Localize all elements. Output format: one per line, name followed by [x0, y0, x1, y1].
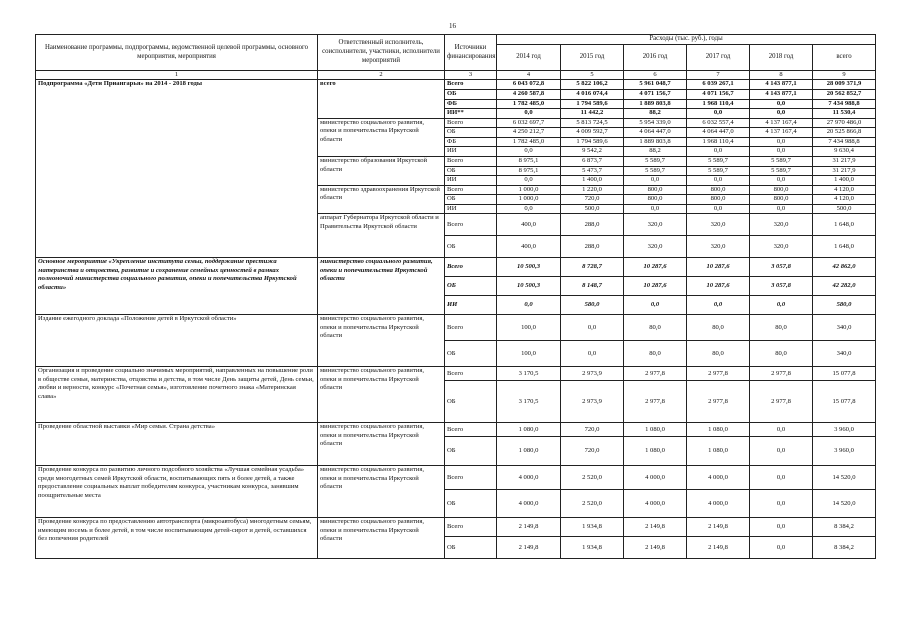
table-row — [36, 258, 876, 277]
year-value-cell: 400,0 — [497, 236, 561, 258]
funding-source-cell: ИИ** — [445, 109, 497, 119]
funding-source-cell: Всего — [445, 156, 497, 166]
year-value-cell: 0,0 — [750, 537, 813, 559]
column-index: 5 — [561, 71, 624, 80]
executor-cell: министерство социального развития, опеки и попечительства Иркутской области — [318, 315, 445, 367]
year-value-cell: 0,0 — [750, 204, 813, 214]
header-total: всего — [813, 45, 876, 71]
year-value-cell: 4 000,0 — [624, 466, 687, 490]
year-value-cell: 11 442,2 — [561, 109, 624, 119]
year-value-cell: 800,0 — [687, 195, 750, 205]
total-value-cell: 340,0 — [813, 341, 876, 367]
year-value-cell: 2 149,8 — [497, 537, 561, 559]
column-index: 2 — [318, 71, 445, 80]
column-index: 4 — [497, 71, 561, 80]
year-value-cell: 10 500,3 — [497, 258, 561, 277]
year-value-cell: 2 977,8 — [624, 367, 687, 381]
year-value-cell: 8 728,7 — [561, 258, 624, 277]
year-value-cell: 0,0 — [750, 518, 813, 537]
total-value-cell: 8 384,2 — [813, 537, 876, 559]
column-index: 8 — [750, 71, 813, 80]
year-value-cell: 6 873,7 — [561, 156, 624, 166]
year-value-cell: 80,0 — [687, 341, 750, 367]
table-row — [36, 367, 876, 381]
program-name-cell: Проведение областной выставки «Мир семьи. Страна детства» — [36, 423, 318, 466]
total-value-cell: 1 648,0 — [813, 214, 876, 236]
funding-source-cell: Всего — [445, 80, 497, 90]
funding-source-cell: Всего — [445, 518, 497, 537]
budget-table — [35, 34, 876, 559]
year-value-cell: 4 009 592,7 — [561, 128, 624, 138]
year-value-cell: 800,0 — [750, 195, 813, 205]
year-value-cell: 1 080,0 — [497, 423, 561, 437]
column-index: 6 — [624, 71, 687, 80]
year-value-cell: 4 250 212,7 — [497, 128, 561, 138]
year-value-cell: 88,2 — [624, 147, 687, 157]
total-value-cell: 3 960,0 — [813, 437, 876, 466]
year-value-cell: 800,0 — [750, 185, 813, 195]
year-value-cell: 5 589,7 — [750, 166, 813, 176]
year-value-cell: 1 968 110,4 — [687, 137, 750, 147]
year-value-cell: 0,0 — [750, 423, 813, 437]
year-value-cell: 0,0 — [750, 147, 813, 157]
funding-source-cell: ОБ — [445, 277, 497, 296]
total-value-cell: 7 434 988,8 — [813, 137, 876, 147]
year-value-cell: 10 287,6 — [624, 258, 687, 277]
table-row — [36, 466, 876, 490]
year-value-cell: 2 977,8 — [624, 381, 687, 423]
year-value-cell: 6 039 267,1 — [687, 80, 750, 90]
year-value-cell: 1 794 589,6 — [561, 99, 624, 109]
year-value-cell: 1 080,0 — [497, 437, 561, 466]
program-name-cell: Проведение конкурса по предоставлению автотранспорта (микроавтобуса) многодетным семьям, имеющим восемь и более детей, в том числе воспитывающим детей-сирот и детей, оставшихся без попечения родителей — [36, 518, 318, 559]
year-value-cell: 80,0 — [624, 315, 687, 341]
year-value-cell: 2 149,8 — [687, 518, 750, 537]
funding-source-cell: Всего — [445, 466, 497, 490]
funding-source-cell: ОБ — [445, 341, 497, 367]
year-value-cell: 10 287,6 — [624, 277, 687, 296]
year-value-cell: 88,2 — [624, 109, 687, 119]
funding-source-cell: Всего — [445, 315, 497, 341]
total-value-cell: 31 217,9 — [813, 156, 876, 166]
year-value-cell: 2 149,8 — [624, 518, 687, 537]
total-value-cell: 11 530,4 — [813, 109, 876, 119]
year-value-cell: 1 400,0 — [561, 176, 624, 186]
year-value-cell: 0,0 — [750, 109, 813, 119]
year-value-cell: 2 149,8 — [687, 537, 750, 559]
header-year: 2018 год — [750, 45, 813, 71]
column-index: 1 — [36, 71, 318, 80]
program-name-cell: Основное мероприятие «Укрепление института семьи, поддержание престижа материнства и отцовства, развитие и сохранение семейных ценностей в рамках полномочий министерства социального развития, опеки и попечительства Иркутской области» — [36, 258, 318, 315]
year-value-cell: 1 080,0 — [687, 423, 750, 437]
year-value-cell: 6 032 697,7 — [497, 118, 561, 128]
total-value-cell: 14 520,0 — [813, 490, 876, 518]
program-name-cell: Подпрограмма «Дети Приангарья» на 2014 - 2018 годы — [36, 80, 318, 258]
funding-source-cell: ФБ — [445, 99, 497, 109]
total-value-cell: 42 282,0 — [813, 277, 876, 296]
table-row — [36, 423, 876, 437]
year-value-cell: 2 977,8 — [687, 381, 750, 423]
year-value-cell: 4 000,0 — [687, 466, 750, 490]
executor-cell: министерство здравоохранения Иркутской области — [318, 185, 445, 214]
year-value-cell: 9 542,2 — [561, 147, 624, 157]
program-name-cell: Проведение конкурса по развитию личного подсобного хозяйства «Лучшая семейная усадьба» среди многодетных семей Иркутской области, воспитывающих пять и более детей, а также предоставление социальных выплат победителям конкурса, участникам конкурса, занявшим поощрительные места — [36, 466, 318, 518]
funding-source-cell: ИИ — [445, 204, 497, 214]
year-value-cell: 5 589,7 — [624, 156, 687, 166]
total-value-cell: 42 862,0 — [813, 258, 876, 277]
year-value-cell: 0,0 — [561, 341, 624, 367]
total-value-cell: 15 077,8 — [813, 367, 876, 381]
year-value-cell: 3 057,8 — [750, 258, 813, 277]
year-value-cell: 1 080,0 — [624, 437, 687, 466]
total-value-cell: 31 217,9 — [813, 166, 876, 176]
column-index-row — [36, 71, 876, 80]
executor-cell: министерство социального развития, опеки и попечительства Иркутской области — [318, 258, 445, 315]
year-value-cell: 0,0 — [750, 437, 813, 466]
year-value-cell: 0,0 — [687, 176, 750, 186]
year-value-cell: 0,0 — [750, 99, 813, 109]
total-value-cell: 3 960,0 — [813, 423, 876, 437]
year-value-cell: 0,0 — [497, 204, 561, 214]
funding-source-cell: ОБ — [445, 90, 497, 100]
year-value-cell: 4 137 167,4 — [750, 128, 813, 138]
year-value-cell: 288,0 — [561, 236, 624, 258]
header-year: 2014 год — [497, 45, 561, 71]
year-value-cell: 0,0 — [750, 176, 813, 186]
year-value-cell: 4 064 447,0 — [687, 128, 750, 138]
year-value-cell: 0,0 — [750, 296, 813, 315]
year-value-cell: 500,0 — [561, 204, 624, 214]
funding-source-cell: ОБ — [445, 128, 497, 138]
total-value-cell: 14 520,0 — [813, 466, 876, 490]
year-value-cell: 5 813 724,5 — [561, 118, 624, 128]
year-value-cell: 320,0 — [687, 236, 750, 258]
year-value-cell: 0,0 — [750, 466, 813, 490]
year-value-cell: 80,0 — [750, 341, 813, 367]
total-value-cell: 1 648,0 — [813, 236, 876, 258]
table-row — [36, 315, 876, 341]
year-value-cell: 4 260 587,8 — [497, 90, 561, 100]
table-body — [36, 80, 876, 559]
year-value-cell: 720,0 — [561, 437, 624, 466]
total-value-cell: 500,0 — [813, 204, 876, 214]
program-name-cell: Издание ежегодного доклада «Положение детей в Иркутской области» — [36, 315, 318, 367]
year-value-cell: 4 071 156,7 — [624, 90, 687, 100]
year-value-cell: 0,0 — [624, 296, 687, 315]
year-value-cell: 3 170,5 — [497, 367, 561, 381]
executor-cell: министерство социального развития, опеки и попечительства Иркутской области — [318, 423, 445, 466]
year-value-cell: 2 149,8 — [624, 537, 687, 559]
year-value-cell: 1 889 803,8 — [624, 99, 687, 109]
year-value-cell: 320,0 — [624, 214, 687, 236]
funding-source-cell: ОБ — [445, 437, 497, 466]
program-name-cell: Организация и проведение социально значимых мероприятий, направленных на повышение роли в обществе семьи, материнства, отцовства и детства, в том числе День защиты детей, День семьи, любви и верности, конкурс «Почетная семья», изготовление почетного знака «Материнская слава» — [36, 367, 318, 423]
funding-source-cell: ОБ — [445, 537, 497, 559]
year-value-cell: 3 170,5 — [497, 381, 561, 423]
year-value-cell: 1 080,0 — [687, 437, 750, 466]
year-value-cell: 8 148,7 — [561, 277, 624, 296]
column-index: 3 — [445, 71, 497, 80]
year-value-cell: 2 977,8 — [687, 367, 750, 381]
funding-source-cell: ОБ — [445, 166, 497, 176]
year-value-cell: 4 071 156,7 — [687, 90, 750, 100]
funding-source-cell: ИИ — [445, 147, 497, 157]
executor-cell: министерство социального развития, опеки и попечительства Иркутской области — [318, 367, 445, 423]
header-year: 2015 год — [561, 45, 624, 71]
year-value-cell: 0,0 — [624, 204, 687, 214]
executor-cell: всего — [318, 80, 445, 118]
column-index: 9 — [813, 71, 876, 80]
executor-cell: аппарат Губернатора Иркутской области и Правительства Иркутской области — [318, 214, 445, 258]
page-number: 16 — [449, 22, 456, 30]
total-value-cell: 580,0 — [813, 296, 876, 315]
year-value-cell: 5 589,7 — [750, 156, 813, 166]
year-value-cell: 2 149,8 — [497, 518, 561, 537]
year-value-cell: 2 520,0 — [561, 466, 624, 490]
year-value-cell: 0,0 — [624, 176, 687, 186]
total-value-cell: 15 077,8 — [813, 381, 876, 423]
funding-source-cell: Всего — [445, 185, 497, 195]
year-value-cell: 8 975,1 — [497, 156, 561, 166]
header-year: 2016 год — [624, 45, 687, 71]
year-value-cell: 0,0 — [497, 176, 561, 186]
year-value-cell: 720,0 — [561, 423, 624, 437]
total-value-cell: 4 120,0 — [813, 185, 876, 195]
year-value-cell: 80,0 — [687, 315, 750, 341]
year-value-cell: 5 961 048,7 — [624, 80, 687, 90]
year-value-cell: 80,0 — [624, 341, 687, 367]
year-value-cell: 0,0 — [497, 147, 561, 157]
year-value-cell: 5 589,7 — [687, 156, 750, 166]
year-value-cell: 5 589,7 — [687, 166, 750, 176]
executor-cell: министерство образования Иркутской области — [318, 156, 445, 185]
year-value-cell: 0,0 — [750, 137, 813, 147]
total-value-cell: 4 120,0 — [813, 195, 876, 205]
year-value-cell: 4 000,0 — [687, 490, 750, 518]
executor-cell: министерство социального развития, опеки и попечительства Иркутской области — [318, 118, 445, 156]
header-year: 2017 год — [687, 45, 750, 71]
year-value-cell: 0,0 — [687, 296, 750, 315]
year-value-cell: 1 782 485,0 — [497, 137, 561, 147]
year-value-cell: 4 000,0 — [624, 490, 687, 518]
year-value-cell: 320,0 — [687, 214, 750, 236]
table-row — [36, 518, 876, 537]
total-value-cell: 1 400,0 — [813, 176, 876, 186]
year-value-cell: 5 589,7 — [624, 166, 687, 176]
funding-source-cell: Всего — [445, 423, 497, 437]
year-value-cell: 320,0 — [624, 236, 687, 258]
year-value-cell: 800,0 — [624, 185, 687, 195]
year-value-cell: 5 822 106,2 — [561, 80, 624, 90]
year-value-cell: 4 016 074,4 — [561, 90, 624, 100]
year-value-cell: 10 287,6 — [687, 258, 750, 277]
year-value-cell: 2 977,8 — [750, 367, 813, 381]
total-value-cell: 7 434 988,8 — [813, 99, 876, 109]
year-value-cell: 5 473,7 — [561, 166, 624, 176]
year-value-cell: 10 287,6 — [687, 277, 750, 296]
funding-source-cell: ОБ — [445, 381, 497, 423]
year-value-cell: 8 975,1 — [497, 166, 561, 176]
year-value-cell: 0,0 — [687, 147, 750, 157]
year-value-cell: 1 000,0 — [497, 185, 561, 195]
year-value-cell: 6 043 072,8 — [497, 80, 561, 90]
year-value-cell: 1 000,0 — [497, 195, 561, 205]
year-value-cell: 2 977,8 — [750, 381, 813, 423]
year-value-cell: 4 000,0 — [497, 490, 561, 518]
header-executor: Ответственный исполнитель, соисполнители, участники, исполнители мероприятий — [318, 35, 445, 71]
year-value-cell: 100,0 — [497, 315, 561, 341]
total-value-cell: 20 525 866,8 — [813, 128, 876, 138]
funding-source-cell: Всего — [445, 118, 497, 128]
funding-source-cell: ФБ — [445, 137, 497, 147]
year-value-cell: 800,0 — [687, 185, 750, 195]
year-value-cell: 1 934,8 — [561, 537, 624, 559]
year-value-cell: 1 220,0 — [561, 185, 624, 195]
header-row-1 — [36, 35, 876, 45]
year-value-cell: 6 032 557,4 — [687, 118, 750, 128]
total-value-cell: 9 630,4 — [813, 147, 876, 157]
executor-cell: министерство социального развития, опеки и попечительства Иркутской области — [318, 518, 445, 559]
year-value-cell: 0,0 — [497, 109, 561, 119]
total-value-cell: 8 384,2 — [813, 518, 876, 537]
funding-source-cell: Всего — [445, 367, 497, 381]
funding-source-cell: ИИ — [445, 296, 497, 315]
year-value-cell: 4 137 167,4 — [750, 118, 813, 128]
year-value-cell: 0,0 — [497, 296, 561, 315]
funding-source-cell: Всего — [445, 214, 497, 236]
year-value-cell: 3 057,8 — [750, 277, 813, 296]
year-value-cell: 0,0 — [687, 204, 750, 214]
column-index: 7 — [687, 71, 750, 80]
funding-source-cell: ОБ — [445, 490, 497, 518]
year-value-cell: 4 143 877,1 — [750, 80, 813, 90]
year-value-cell: 10 500,3 — [497, 277, 561, 296]
year-value-cell: 1 889 803,8 — [624, 137, 687, 147]
funding-source-cell: ИИ — [445, 176, 497, 186]
year-value-cell: 4 143 877,1 — [750, 90, 813, 100]
total-value-cell: 340,0 — [813, 315, 876, 341]
year-value-cell: 1 794 589,6 — [561, 137, 624, 147]
year-value-cell: 1 934,8 — [561, 518, 624, 537]
year-value-cell: 2 520,0 — [561, 490, 624, 518]
header-source: Источники финансирования — [445, 35, 497, 71]
year-value-cell: 400,0 — [497, 214, 561, 236]
total-value-cell: 28 009 371,9 — [813, 80, 876, 90]
year-value-cell: 4 064 447,0 — [624, 128, 687, 138]
header-expenses: Расходы (тыс. руб.), годы — [497, 35, 876, 45]
year-value-cell: 1 968 110,4 — [687, 99, 750, 109]
year-value-cell: 0,0 — [561, 315, 624, 341]
year-value-cell: 5 954 339,0 — [624, 118, 687, 128]
year-value-cell: 80,0 — [750, 315, 813, 341]
year-value-cell: 2 973,9 — [561, 381, 624, 423]
header-name: Наименование программы, подпрограммы, ведомственной целевой программы, основного мероприятия, мероприятия — [36, 35, 318, 71]
year-value-cell: 320,0 — [750, 214, 813, 236]
year-value-cell: 320,0 — [750, 236, 813, 258]
total-value-cell: 20 562 852,7 — [813, 90, 876, 100]
year-value-cell: 1 782 485,0 — [497, 99, 561, 109]
total-value-cell: 27 970 486,0 — [813, 118, 876, 128]
year-value-cell: 800,0 — [624, 195, 687, 205]
year-value-cell: 100,0 — [497, 341, 561, 367]
funding-source-cell: ОБ — [445, 236, 497, 258]
year-value-cell: 0,0 — [750, 490, 813, 518]
year-value-cell: 580,0 — [561, 296, 624, 315]
funding-source-cell: ОБ — [445, 195, 497, 205]
executor-cell: министерство социального развития, опеки и попечительства Иркутской области — [318, 466, 445, 518]
year-value-cell: 0,0 — [687, 109, 750, 119]
year-value-cell: 1 080,0 — [624, 423, 687, 437]
year-value-cell: 4 000,0 — [497, 466, 561, 490]
table-row — [36, 80, 876, 90]
year-value-cell: 720,0 — [561, 195, 624, 205]
funding-source-cell: Всего — [445, 258, 497, 277]
year-value-cell: 288,0 — [561, 214, 624, 236]
year-value-cell: 2 973,9 — [561, 367, 624, 381]
